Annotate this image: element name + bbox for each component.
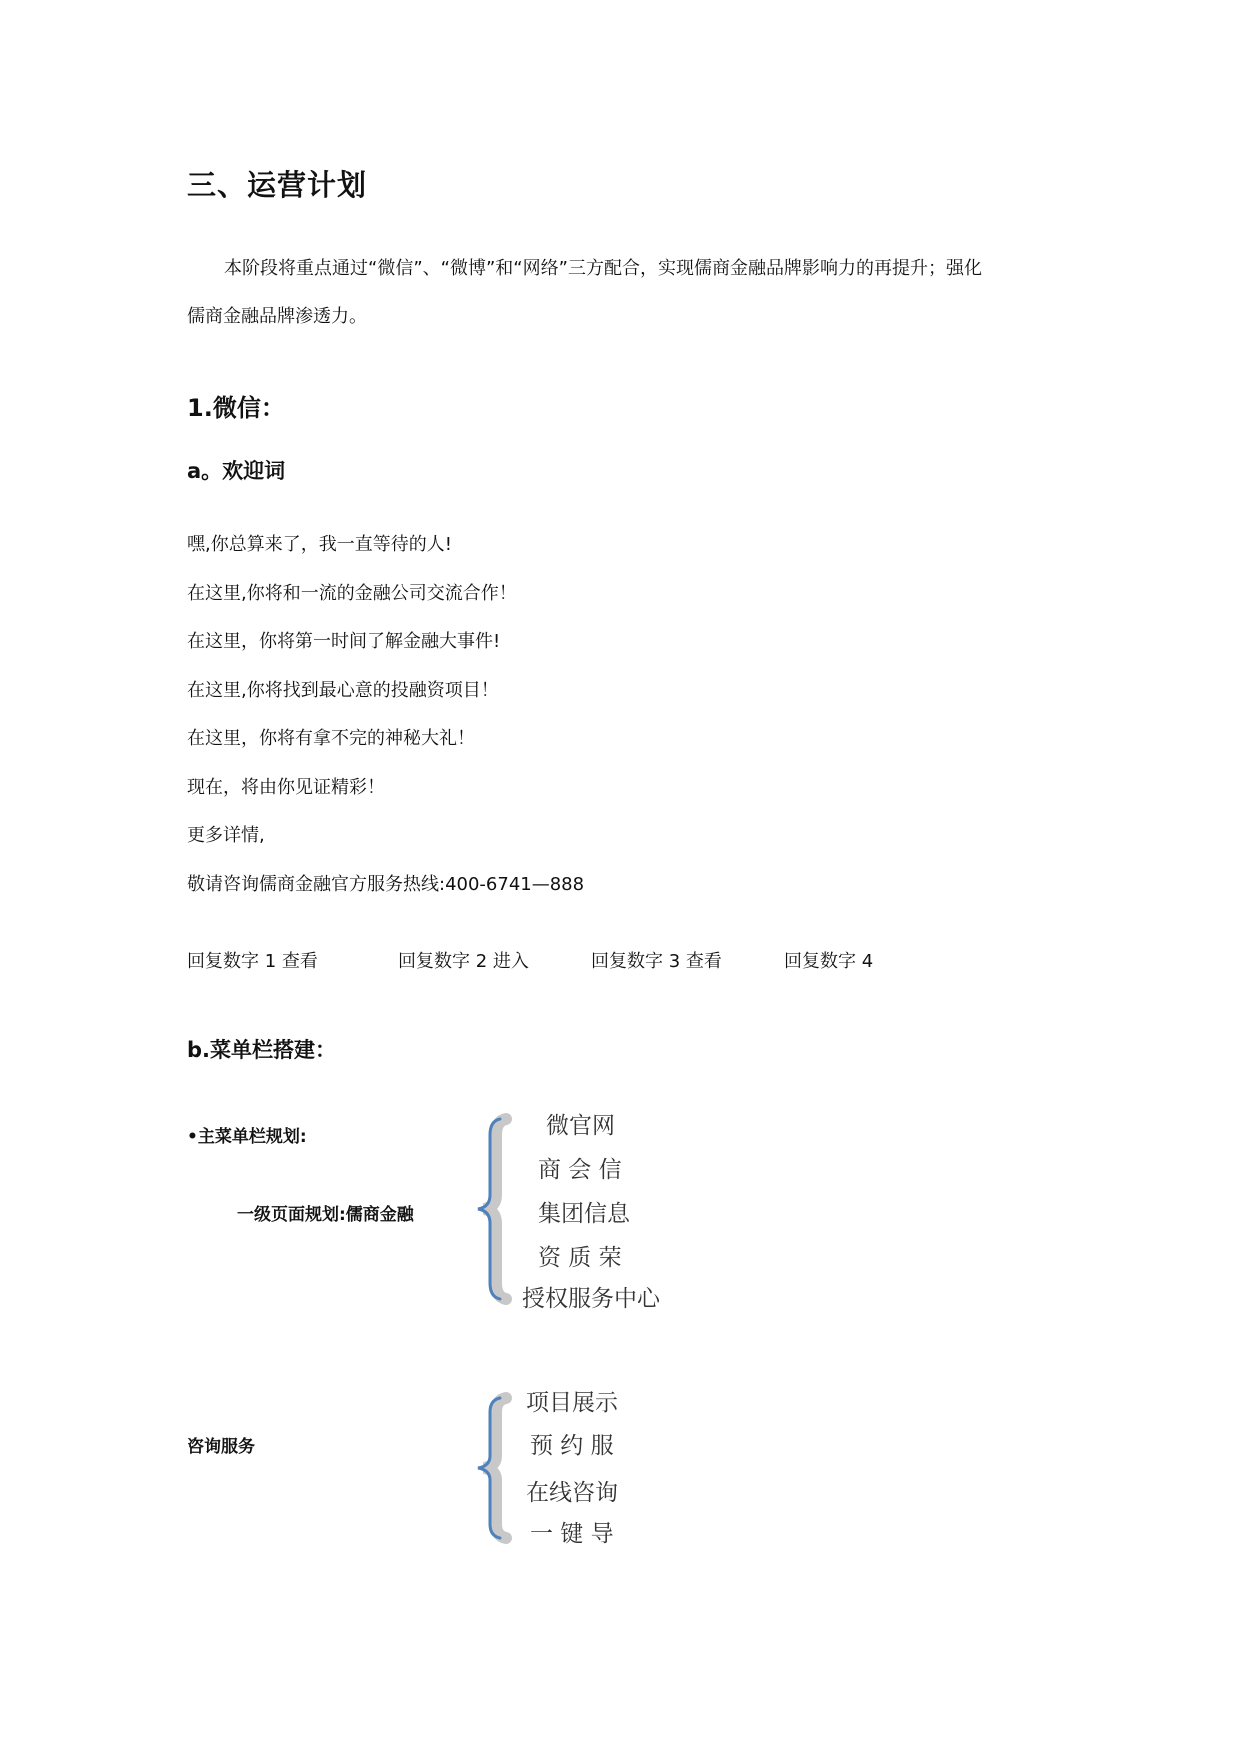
welcome-heading: a。欢迎词	[187, 459, 286, 483]
main-menu-label: •主菜单栏规划:	[187, 1127, 307, 1147]
welcome-line: 在这里，你将有拿不完的神秘大礼！	[187, 728, 475, 749]
welcome-line: 更多详情,	[187, 825, 265, 846]
menu-item-online-consult: 在线咨询	[526, 1480, 618, 1506]
reply-option-1: 回复数字 1 查看	[187, 951, 318, 972]
menu-item-chamber: 商 会 信	[538, 1157, 622, 1183]
intro-line-2: 儒商金融品牌渗透力。	[187, 306, 367, 327]
brace-group-2	[468, 1396, 510, 1541]
welcome-line: 在这里，你将第一时间了解金融大事件!	[187, 631, 501, 652]
menu-item-service-center: 授权服务中心	[522, 1286, 660, 1312]
intro-line-1: 本阶段将重点通过“微信”、“微博”和“网络”三方配合，实现儒商金融品牌影响力的再提升；强化	[224, 258, 982, 279]
wechat-heading: 1.微信：	[187, 394, 285, 422]
section-title: 三、运营计划	[187, 168, 368, 202]
menu-item-appointment: 预 约 服	[530, 1433, 614, 1459]
menu-item-group-info: 集团信息	[538, 1201, 630, 1227]
welcome-line: 在这里,你将找到最心意的投融资项目！	[187, 680, 499, 701]
menu-item-micro-site: 微官网	[546, 1113, 615, 1139]
reply-option-2: 回复数字 2 进入	[398, 951, 529, 972]
reply-option-4: 回复数字 4	[784, 951, 874, 972]
reply-option-3: 回复数字 3 查看	[591, 951, 722, 972]
welcome-line: 现在，将由你见证精彩！	[187, 777, 385, 798]
welcome-line: 在这里,你将和一流的金融公司交流合作！	[187, 583, 517, 604]
menu-heading: b.菜单栏搭建：	[187, 1038, 337, 1062]
consult-label: 咨询服务	[187, 1437, 255, 1457]
welcome-line: 嘿,你总算来了，我一直等待的人!	[187, 534, 452, 555]
hotline-line: 敬请咨询儒商金融官方服务热线:400-6741—888	[187, 874, 585, 895]
menu-item-one-click: 一 键 导	[530, 1521, 614, 1547]
level1-label: 一级页面规划:儒商金融	[237, 1205, 414, 1225]
brace-group-1	[468, 1117, 510, 1302]
menu-item-honors: 资 质 荣	[538, 1245, 622, 1271]
menu-item-projects: 项目展示	[526, 1390, 618, 1416]
